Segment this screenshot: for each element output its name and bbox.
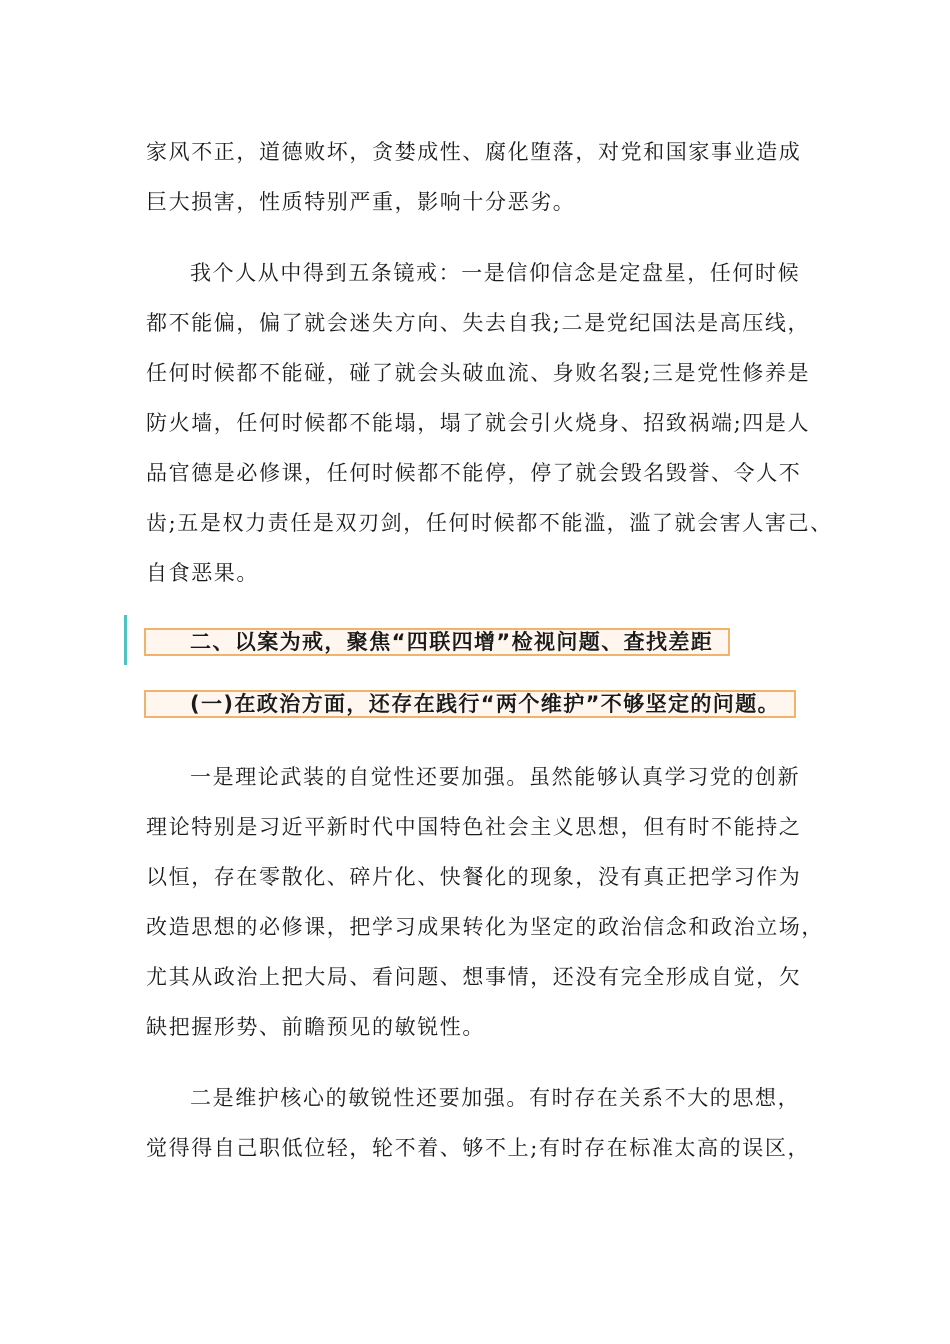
paragraph-line: 理论特别是习近平新时代中国特色社会主义思想，但有时不能持之 xyxy=(146,815,802,839)
paragraph-line: 巨大损害，性质特别严重，影响十分恶劣。 xyxy=(146,190,576,214)
paragraph-line: 缺把握形势、前瞻预见的敏锐性。 xyxy=(146,1015,485,1039)
section-heading-box xyxy=(144,628,730,656)
paragraph-line: 家风不正，道德败坏，贪婪成性、腐化堕落，对党和国家事业造成 xyxy=(146,140,802,164)
paragraph-line: 尤其从政治上把大局、看问题、想事情，还没有完全形成自觉，欠 xyxy=(146,965,802,989)
paragraph-line: 改造思想的必修课，把学习成果转化为坚定的政治信念和政治立场， xyxy=(146,915,824,939)
paragraph-line: 齿;五是权力责任是双刃剑，任何时候都不能滥，滥了就会害人害己、 xyxy=(146,511,833,535)
paragraph-line: 品官德是必修课，任何时候都不能停，停了就会毁名毁誉、令人不 xyxy=(146,461,802,485)
paragraph-line: 二是维护核心的敏锐性还要加强。有时存在关系不大的思想， xyxy=(190,1086,801,1110)
heading-accent-bar xyxy=(124,615,127,665)
subsection-heading-box xyxy=(144,690,796,718)
paragraph-line: 防火墙，任何时候都不能塌，塌了就会引火烧身、招致祸端;四是人 xyxy=(146,411,811,435)
paragraph-line: 自食恶果。 xyxy=(146,561,259,585)
paragraph-line: 任何时候都不能碰，碰了就会头破血流、身败名裂;三是党性修养是 xyxy=(146,361,811,385)
paragraph-line: 我个人从中得到五条镜戒：一是信仰信念是定盘星，任何时候 xyxy=(190,261,801,285)
paragraph-line: 一是理论武装的自觉性还要加强。虽然能够认真学习党的创新 xyxy=(190,765,801,789)
paragraph-line: 以恒，存在零散化、碎片化、快餐化的现象，没有真正把学习作为 xyxy=(146,865,802,889)
paragraph-line: 觉得得自己职低位轻，轮不着、够不上;有时存在标准太高的误区， xyxy=(146,1136,811,1160)
paragraph-line: 都不能偏，偏了就会迷失方向、失去自我;二是党纪国法是高压线， xyxy=(146,311,811,335)
section-heading: 二、以案为戒，聚焦“四联四增”检视问题、查找差距 xyxy=(190,630,714,654)
subsection-heading: (一)在政治方面，还存在践行“两个维护”不够坚定的问题。 xyxy=(190,692,780,716)
